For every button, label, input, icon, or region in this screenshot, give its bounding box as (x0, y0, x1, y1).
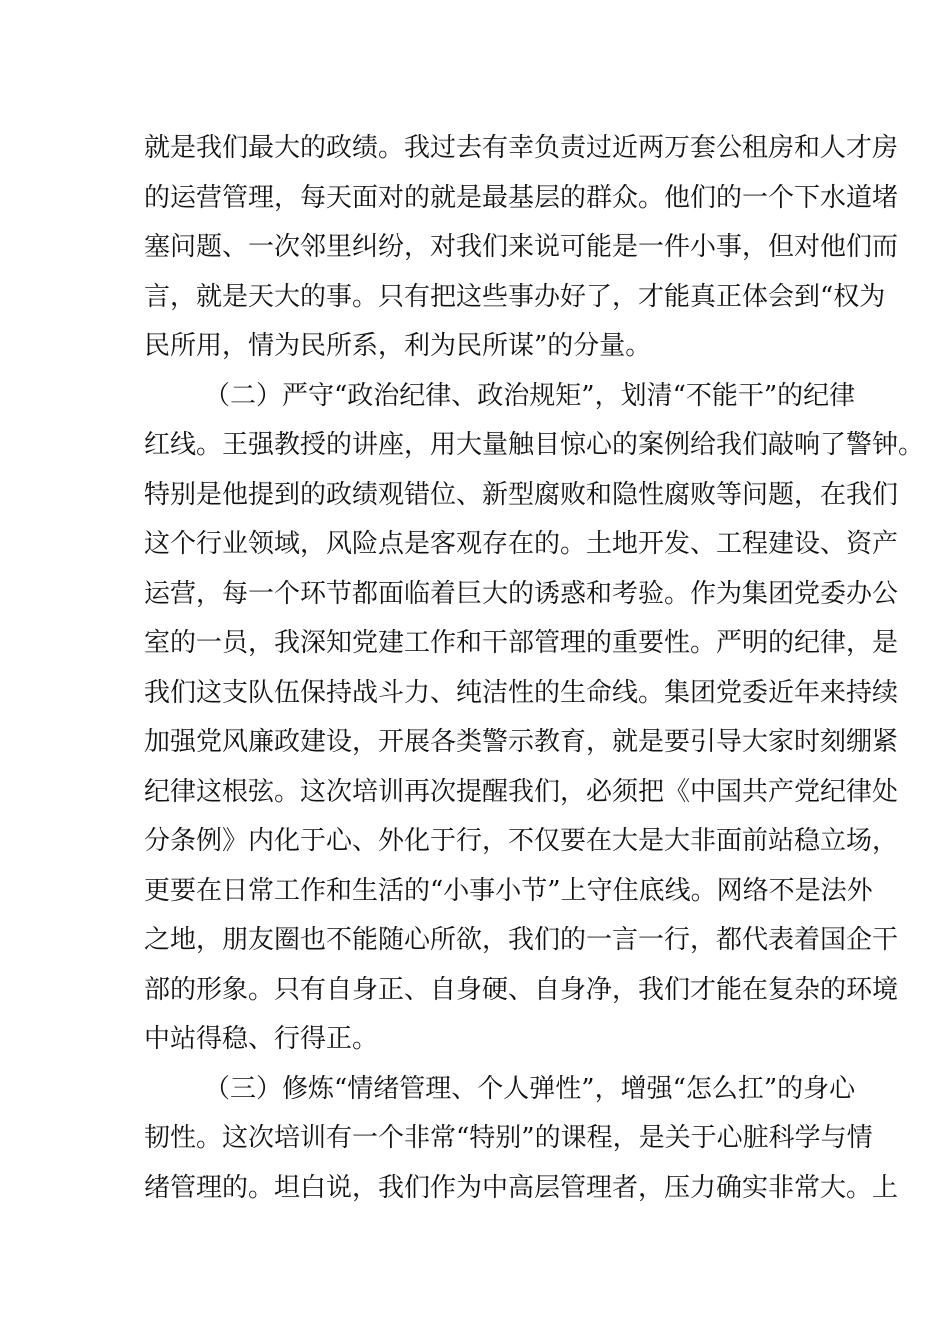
text-line: 纪律这根弦。这次培训再次提醒我们，必须把《中国共产党纪律处 (144, 776, 899, 807)
text-line: 绪管理的。坦白说，我们作为中高层管理者，压力确实非常大。上 (144, 1172, 899, 1203)
text-line: 这个行业领域，风险点是客观存在的。土地开发、工程建设、资产 (144, 529, 899, 559)
section-heading-line: （二）严守“政治纪律、政治规矩”，划清“不能干”的纪律 (204, 380, 856, 411)
text-line: 红线。王强教授的讲座，用大量触目惊心的案例给我们敲响了警钟。 (144, 430, 925, 460)
paragraph-1 (144, 124, 899, 372)
section-heading-line: （三）修炼“情绪管理、个人弹性”，增强“怎么扛”的身心 (204, 1073, 856, 1104)
text-line: 就是我们最大的政绩。我过去有幸负责过近两万套公租房和人才房 (144, 133, 899, 163)
text-line: 室的一员，我深知党建工作和干部管理的重要性。严明的纪律，是 (144, 628, 899, 658)
text-line: 我们这支队伍保持战斗力、纯洁性的生命线。集团党委近年来持续 (144, 677, 899, 708)
text-line: 特别是他提到的政绩观错位、新型腐败和隐性腐败等问题，在我们 (144, 479, 899, 510)
text-line: 民所用，情为民所系，利为民所谋”的分量。 (144, 331, 652, 361)
text-line: 运营，每一个环节都面临着巨大的诱惑和考验。作为集团党委办公 (144, 578, 899, 609)
text-line: 部的形象。只有自身正、自身硬、自身净，我们才能在复杂的环境 (144, 974, 899, 1005)
text-line: 之地，朋友圈也不能随心所欲，我们的一言一行，都代表着国企干 (144, 925, 899, 955)
text-line: 分条例》内化于心、外化于行，不仅要在大是大非面前站稳立场， (144, 826, 899, 856)
document-body (144, 124, 925, 1213)
text-line: 加强党风廉政建设，开展各类警示教育，就是要引导大家时刻绷紧 (144, 727, 899, 757)
text-line: 韧性。这次培训有一个非常“特别”的课程，是关于心脏科学与情 (144, 1123, 873, 1153)
text-line: 更要在日常工作和生活的“小事小节”上守住底线。网络不是法外 (144, 875, 873, 906)
paragraph-3 (144, 1065, 899, 1214)
text-line: 中站得稳、行得正。 (144, 1024, 379, 1054)
text-line: 的运营管理，每天面对的就是最基层的群众。他们的一个下水道堵 (144, 182, 899, 213)
text-line: 言，就是天大的事。只有把这些事办好了，才能真正体会到“权为 (144, 281, 886, 312)
paragraph-2 (144, 372, 925, 1065)
text-line: 塞问题、一次邻里纠纷，对我们来说可能是一件小事，但对他们而 (144, 232, 899, 262)
